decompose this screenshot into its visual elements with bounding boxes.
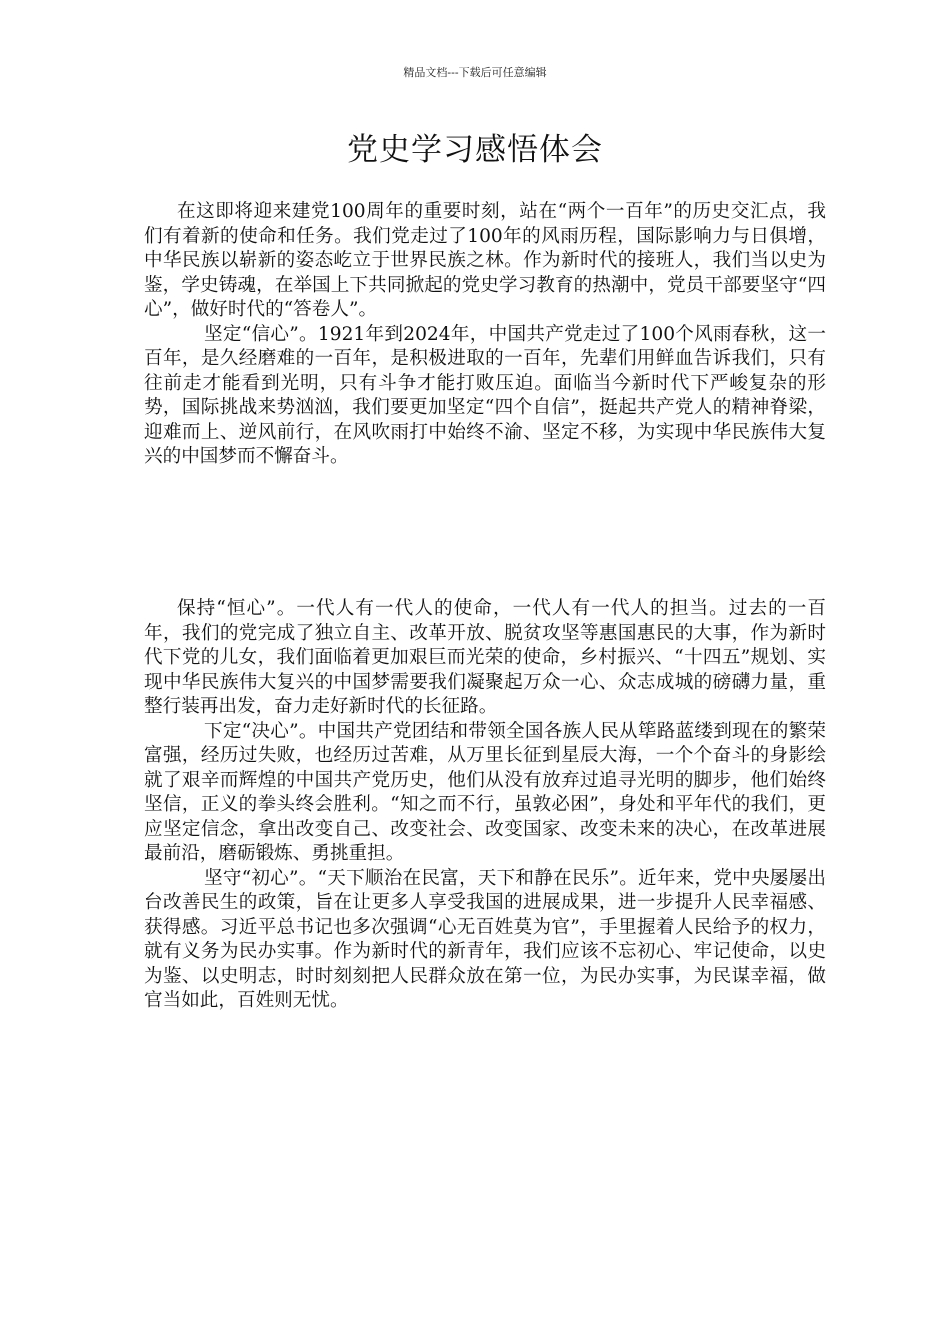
paragraph-determination: 下定“决心”。中国共产党团结和带领全国各族人民从筚路蓝缕到现在的繁荣富强，经历过失败，也经历过苦难，从万里长征到星辰大海，一个个奋斗的身影绘就了艰辛而辉煌的中国共产党历史，他们从没有放弃过追寻光明的脚步，他们始终坚信，正义的拳头终会胜利。“知之而不行，虽敦必困”，身处和平年代的我们，更应坚定信念，拿出改变自己、改变社会、改变国家、改变未来的决心，在改革进展最前沿，磨砺锻炼、勇挑重担。 xyxy=(144,720,826,864)
document-title: 党史学习感悟体会 xyxy=(347,132,603,168)
paragraph-original-aspiration: 坚守“初心”。“天下顺治在民富，天下和静在民乐”。近年来，党中央屡屡出台改善民生的政策，旨在让更多人享受我国的进展成果，进一步提升人民幸福感、获得感。习近平总书记也多次强调“心无百姓莫为官”，手里握着人民给予的权力，就有义务为民办实事。作为新时代的新青年，我们应该不忘初心、牢记使命，以史为鉴、以史明志，时时刻刻把人民群众放在第一位，为民办实事，为民谋幸福，做官当如此，百姓则无忧。 xyxy=(144,867,826,1011)
header-note: 精品文档---下载后可任意编辑 xyxy=(403,66,547,79)
paragraph-confidence: 坚定“信心”。1921年到2024年，中国共产党走过了100个风雨春秋，这一百年，是久经磨难的一百年，是积极进取的一百年，先辈们用鲜血告诉我们，只有往前走才能看到光明，只有斗争才能打败压迫。面临当今新时代下严峻复杂的形势，国际挑战来势汹汹，我们要更加坚定“四个自信”，挺起共产党人的精神脊梁，迎难而上、逆风前行，在风吹雨打中始终不渝、坚定不移，为实现中华民族伟大复兴的中国梦而不懈奋斗。 xyxy=(144,323,826,467)
body-section-2 xyxy=(144,597,826,1014)
paragraph-intro: 在这即将迎来建党100周年的重要时刻，站在“两个一百年”的历史交汇点，我们有着新的使命和任务。我们党走过了100年的风雨历程，国际影响力与日俱增，中华民族以崭新的姿态屹立于世界民族之林。作为新时代的接班人，我们当以史为鉴，学史铸魂，在举国上下共同掀起的党史学习教育的热潮中，党员干部要坚守“四心”，做好时代的“答卷人”。 xyxy=(144,201,826,320)
body-section-1 xyxy=(144,200,826,470)
paragraph-perseverance: 保持“恒心”。一代人有一代人的使命，一代人有一代人的担当。过去的一百年，我们的党完成了独立自主、改革开放、脱贫攻坚等惠国惠民的大事，作为新时代下党的儿女，我们面临着更加艰巨而光荣的使命，乡村振兴、“十四五”规划、实现中华民族伟大复兴的中国梦需要我们凝聚起万众一心、众志成城的磅礴力量，重整行装再出发，奋力走好新时代的长征路。 xyxy=(144,598,826,717)
